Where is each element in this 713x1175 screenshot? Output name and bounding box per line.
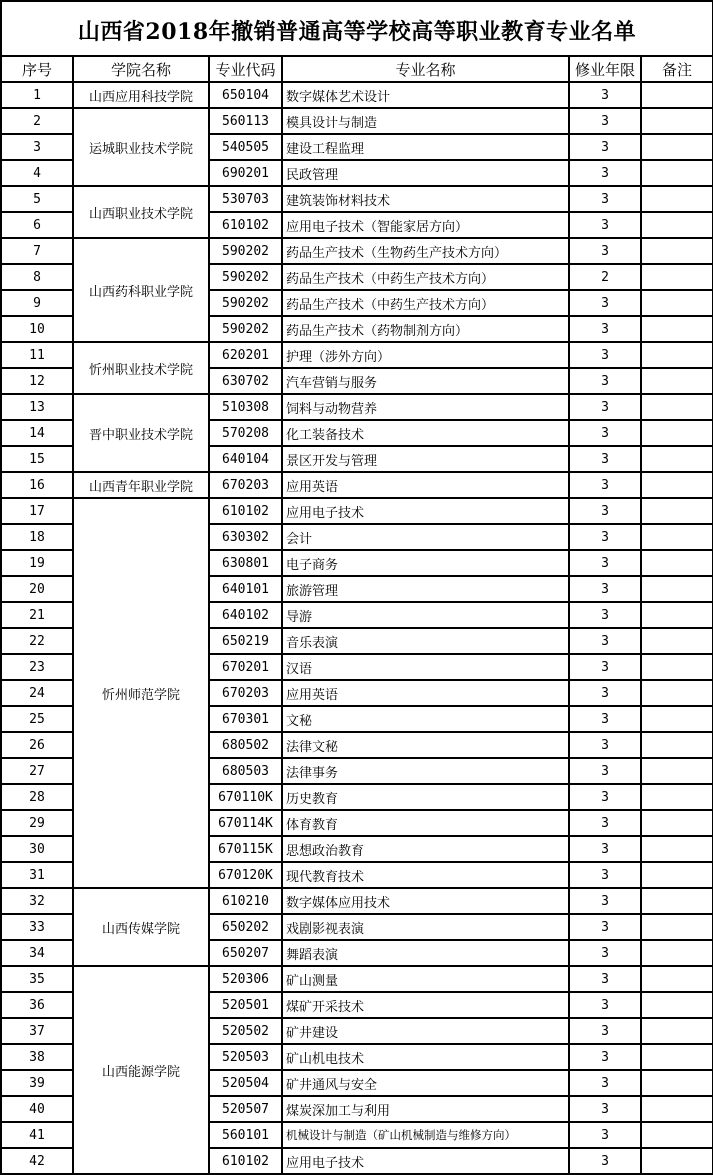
major-name: 药品生产技术（中药生产技术方向） <box>282 264 569 290</box>
row-number: 22 <box>1 628 73 654</box>
study-years: 3 <box>569 342 641 368</box>
major-name: 现代教育技术 <box>282 862 569 888</box>
major-name: 模具设计与制造 <box>282 108 569 134</box>
note-cell <box>641 628 713 654</box>
major-code: 560101 <box>209 1122 282 1148</box>
study-years: 3 <box>569 550 641 576</box>
table-row <box>1 108 713 134</box>
row-number: 33 <box>1 914 73 940</box>
major-name: 数字媒体艺术设计 <box>282 82 569 108</box>
major-name: 饲料与动物营养 <box>282 394 569 420</box>
major-code: 520507 <box>209 1096 282 1122</box>
major-code: 530703 <box>209 186 282 212</box>
note-cell <box>641 108 713 134</box>
note-cell <box>641 1148 713 1174</box>
note-cell <box>641 836 713 862</box>
major-code: 680503 <box>209 758 282 784</box>
note-cell <box>641 368 713 394</box>
row-number: 17 <box>1 498 73 524</box>
note-cell <box>641 992 713 1018</box>
note-cell <box>641 732 713 758</box>
major-name: 药品生产技术（中药生产技术方向） <box>282 290 569 316</box>
note-cell <box>641 186 713 212</box>
column-header-no: 序号 <box>1 56 73 82</box>
study-years: 3 <box>569 706 641 732</box>
row-number: 23 <box>1 654 73 680</box>
major-code: 520306 <box>209 966 282 992</box>
study-years: 3 <box>569 758 641 784</box>
study-years: 3 <box>569 238 641 264</box>
row-number: 3 <box>1 134 73 160</box>
major-code: 520504 <box>209 1070 282 1096</box>
note-cell <box>641 1096 713 1122</box>
major-code: 640104 <box>209 446 282 472</box>
major-name: 舞蹈表演 <box>282 940 569 966</box>
major-name: 药品生产技术（药物制剂方向） <box>282 316 569 342</box>
major-code: 590202 <box>209 264 282 290</box>
row-number: 11 <box>1 342 73 368</box>
major-name: 建设工程监理 <box>282 134 569 160</box>
study-years: 3 <box>569 836 641 862</box>
school-name: 山西职业技术学院 <box>73 186 209 238</box>
major-name: 应用英语 <box>282 680 569 706</box>
school-name: 山西应用科技学院 <box>73 82 209 108</box>
row-number: 1 <box>1 82 73 108</box>
row-number: 8 <box>1 264 73 290</box>
row-number: 12 <box>1 368 73 394</box>
column-header-code: 专业代码 <box>209 56 282 82</box>
note-cell <box>641 914 713 940</box>
major-name: 会计 <box>282 524 569 550</box>
column-header-school: 学院名称 <box>73 56 209 82</box>
note-cell <box>641 966 713 992</box>
major-code: 670203 <box>209 472 282 498</box>
study-years: 3 <box>569 992 641 1018</box>
study-years: 3 <box>569 524 641 550</box>
study-years: 3 <box>569 602 641 628</box>
study-years: 3 <box>569 576 641 602</box>
major-name: 音乐表演 <box>282 628 569 654</box>
row-number: 34 <box>1 940 73 966</box>
study-years: 3 <box>569 1122 641 1148</box>
note-cell <box>641 420 713 446</box>
major-code: 610210 <box>209 888 282 914</box>
study-years: 3 <box>569 134 641 160</box>
note-cell <box>641 134 713 160</box>
major-code: 630302 <box>209 524 282 550</box>
row-number: 15 <box>1 446 73 472</box>
study-years: 3 <box>569 654 641 680</box>
note-cell <box>641 550 713 576</box>
study-years: 3 <box>569 784 641 810</box>
row-number: 42 <box>1 1148 73 1174</box>
major-name: 化工装备技术 <box>282 420 569 446</box>
major-code: 570208 <box>209 420 282 446</box>
major-name: 应用电子技术 <box>282 498 569 524</box>
major-name: 旅游管理 <box>282 576 569 602</box>
major-name: 建筑装饰材料技术 <box>282 186 569 212</box>
row-number: 25 <box>1 706 73 732</box>
row-number: 19 <box>1 550 73 576</box>
major-code: 610102 <box>209 212 282 238</box>
study-years: 3 <box>569 862 641 888</box>
major-name: 应用电子技术 <box>282 1148 569 1174</box>
major-name: 护理（涉外方向） <box>282 342 569 368</box>
major-code: 510308 <box>209 394 282 420</box>
school-name: 山西传媒学院 <box>73 888 209 966</box>
study-years: 3 <box>569 160 641 186</box>
major-code: 680502 <box>209 732 282 758</box>
page-title: 山西省2018年撤销普通高等学校高等职业教育专业名单 <box>1 1 713 56</box>
note-cell <box>641 290 713 316</box>
major-name: 数字媒体应用技术 <box>282 888 569 914</box>
major-name: 药品生产技术（生物药生产技术方向） <box>282 238 569 264</box>
major-name: 体育教育 <box>282 810 569 836</box>
note-cell <box>641 160 713 186</box>
row-number: 35 <box>1 966 73 992</box>
major-name: 矿井通风与安全 <box>282 1070 569 1096</box>
school-name: 运城职业技术学院 <box>73 108 209 186</box>
note-cell <box>641 498 713 524</box>
major-code: 520501 <box>209 992 282 1018</box>
major-code: 670115K <box>209 836 282 862</box>
study-years: 3 <box>569 1148 641 1174</box>
row-number: 29 <box>1 810 73 836</box>
header-row <box>1 56 713 82</box>
table-row <box>1 186 713 212</box>
row-number: 6 <box>1 212 73 238</box>
major-code: 620201 <box>209 342 282 368</box>
note-cell <box>641 706 713 732</box>
study-years: 3 <box>569 108 641 134</box>
study-years: 3 <box>569 680 641 706</box>
school-name: 忻州职业技术学院 <box>73 342 209 394</box>
major-code: 560113 <box>209 108 282 134</box>
note-cell <box>641 1122 713 1148</box>
row-number: 20 <box>1 576 73 602</box>
major-code: 670114K <box>209 810 282 836</box>
row-number: 7 <box>1 238 73 264</box>
table-body <box>1 82 713 1174</box>
study-years: 3 <box>569 394 641 420</box>
note-cell <box>641 82 713 108</box>
study-years: 3 <box>569 1018 641 1044</box>
major-name: 思想政治教育 <box>282 836 569 862</box>
row-number: 39 <box>1 1070 73 1096</box>
table-row <box>1 238 713 264</box>
table-row <box>1 888 713 914</box>
school-name: 山西药科职业学院 <box>73 238 209 342</box>
study-years: 3 <box>569 810 641 836</box>
major-code: 590202 <box>209 290 282 316</box>
major-code: 520502 <box>209 1018 282 1044</box>
study-years: 3 <box>569 498 641 524</box>
major-code: 670203 <box>209 680 282 706</box>
school-name: 山西能源学院 <box>73 966 209 1174</box>
row-number: 14 <box>1 420 73 446</box>
row-number: 9 <box>1 290 73 316</box>
row-number: 26 <box>1 732 73 758</box>
study-years: 3 <box>569 186 641 212</box>
major-code: 610102 <box>209 1148 282 1174</box>
major-name: 历史教育 <box>282 784 569 810</box>
major-code: 630801 <box>209 550 282 576</box>
note-cell <box>641 1044 713 1070</box>
table-row <box>1 472 713 498</box>
note-cell <box>641 1018 713 1044</box>
study-years: 3 <box>569 420 641 446</box>
note-cell <box>641 654 713 680</box>
note-cell <box>641 602 713 628</box>
major-name: 电子商务 <box>282 550 569 576</box>
major-name: 煤炭深加工与利用 <box>282 1096 569 1122</box>
study-years: 3 <box>569 1044 641 1070</box>
row-number: 13 <box>1 394 73 420</box>
table-row <box>1 342 713 368</box>
row-number: 32 <box>1 888 73 914</box>
note-cell <box>641 862 713 888</box>
major-code: 540505 <box>209 134 282 160</box>
major-name: 景区开发与管理 <box>282 446 569 472</box>
major-name: 矿井建设 <box>282 1018 569 1044</box>
row-number: 31 <box>1 862 73 888</box>
major-name: 导游 <box>282 602 569 628</box>
row-number: 10 <box>1 316 73 342</box>
major-code: 670201 <box>209 654 282 680</box>
school-name: 忻州师范学院 <box>73 498 209 888</box>
major-name: 民政管理 <box>282 160 569 186</box>
study-years: 3 <box>569 472 641 498</box>
study-years: 3 <box>569 966 641 992</box>
row-number: 40 <box>1 1096 73 1122</box>
note-cell <box>641 784 713 810</box>
school-name: 山西青年职业学院 <box>73 472 209 498</box>
row-number: 16 <box>1 472 73 498</box>
note-cell <box>641 316 713 342</box>
major-code: 650207 <box>209 940 282 966</box>
study-years: 3 <box>569 628 641 654</box>
table-row <box>1 966 713 992</box>
major-name: 煤矿开采技术 <box>282 992 569 1018</box>
study-years: 2 <box>569 264 641 290</box>
row-number: 28 <box>1 784 73 810</box>
row-number: 37 <box>1 1018 73 1044</box>
table-row <box>1 82 713 108</box>
row-number: 21 <box>1 602 73 628</box>
study-years: 3 <box>569 888 641 914</box>
study-years: 3 <box>569 316 641 342</box>
major-code: 610102 <box>209 498 282 524</box>
row-number: 2 <box>1 108 73 134</box>
major-name: 机械设计与制造（矿山机械制造与维修方向） <box>282 1122 569 1148</box>
major-name: 文秘 <box>282 706 569 732</box>
major-name: 矿山机电技术 <box>282 1044 569 1070</box>
note-cell <box>641 680 713 706</box>
major-code: 630702 <box>209 368 282 394</box>
note-cell <box>641 238 713 264</box>
major-name: 矿山测量 <box>282 966 569 992</box>
note-cell <box>641 576 713 602</box>
note-cell <box>641 342 713 368</box>
major-code: 690201 <box>209 160 282 186</box>
major-code: 650104 <box>209 82 282 108</box>
study-years: 3 <box>569 446 641 472</box>
major-code: 670120K <box>209 862 282 888</box>
major-name: 法律文秘 <box>282 732 569 758</box>
study-years: 3 <box>569 732 641 758</box>
major-code: 670110K <box>209 784 282 810</box>
note-cell <box>641 940 713 966</box>
major-code: 590202 <box>209 316 282 342</box>
major-name: 应用电子技术（智能家居方向） <box>282 212 569 238</box>
note-cell <box>641 524 713 550</box>
major-code: 520503 <box>209 1044 282 1070</box>
row-number: 5 <box>1 186 73 212</box>
major-code: 650219 <box>209 628 282 654</box>
school-name: 晋中职业技术学院 <box>73 394 209 472</box>
major-name: 汽车营销与服务 <box>282 368 569 394</box>
table-row <box>1 498 713 524</box>
note-cell <box>641 888 713 914</box>
major-name: 戏剧影视表演 <box>282 914 569 940</box>
major-code: 590202 <box>209 238 282 264</box>
row-number: 41 <box>1 1122 73 1148</box>
study-years: 3 <box>569 1070 641 1096</box>
note-cell <box>641 810 713 836</box>
note-cell <box>641 212 713 238</box>
major-code: 640101 <box>209 576 282 602</box>
major-name: 汉语 <box>282 654 569 680</box>
study-years: 3 <box>569 368 641 394</box>
column-header-note: 备注 <box>641 56 713 82</box>
row-number: 38 <box>1 1044 73 1070</box>
study-years: 3 <box>569 82 641 108</box>
major-code: 640102 <box>209 602 282 628</box>
row-number: 24 <box>1 680 73 706</box>
column-header-major: 专业名称 <box>282 56 569 82</box>
table-row <box>1 394 713 420</box>
note-cell <box>641 758 713 784</box>
row-number: 18 <box>1 524 73 550</box>
row-number: 27 <box>1 758 73 784</box>
note-cell <box>641 394 713 420</box>
study-years: 3 <box>569 914 641 940</box>
note-cell <box>641 1070 713 1096</box>
major-code: 670301 <box>209 706 282 732</box>
major-name: 法律事务 <box>282 758 569 784</box>
study-years: 3 <box>569 940 641 966</box>
study-years: 3 <box>569 290 641 316</box>
note-cell <box>641 446 713 472</box>
row-number: 36 <box>1 992 73 1018</box>
row-number: 4 <box>1 160 73 186</box>
column-header-years: 修业年限 <box>569 56 641 82</box>
study-years: 3 <box>569 212 641 238</box>
note-cell <box>641 264 713 290</box>
major-code: 650202 <box>209 914 282 940</box>
major-name: 应用英语 <box>282 472 569 498</box>
study-years: 3 <box>569 1096 641 1122</box>
row-number: 30 <box>1 836 73 862</box>
note-cell <box>641 472 713 498</box>
